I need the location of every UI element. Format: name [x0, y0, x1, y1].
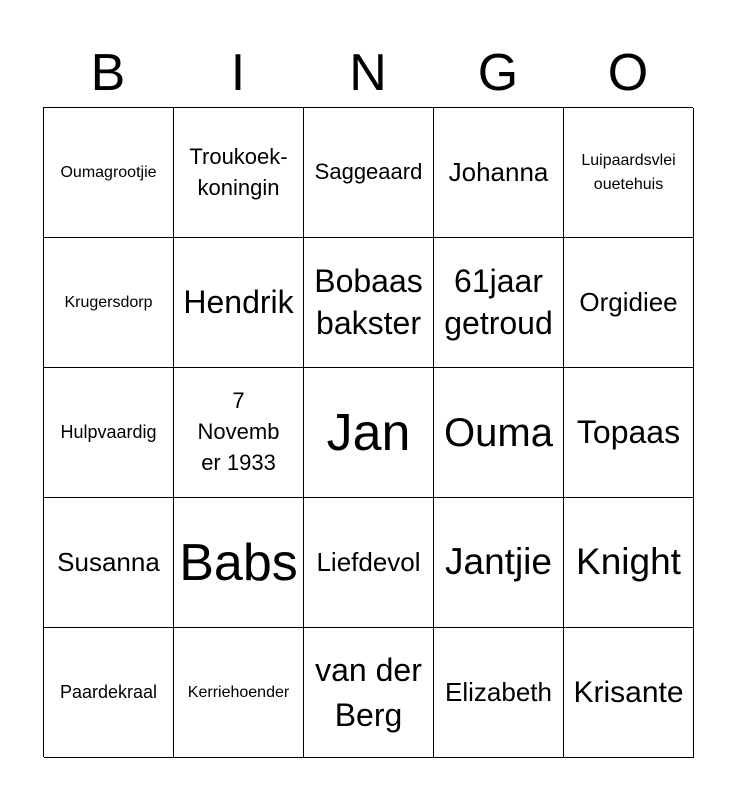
- bingo-cell[interactable]: [44, 368, 174, 498]
- cell-text: Oumagrootjie: [60, 163, 157, 181]
- bingo-cell[interactable]: [44, 628, 174, 758]
- bingo-cell[interactable]: [434, 368, 564, 498]
- bingo-cell[interactable]: [434, 238, 564, 368]
- cell-text: Susanna: [57, 547, 160, 578]
- cell-text: 7 November 1933: [197, 388, 280, 475]
- cell-text: Jan: [326, 403, 411, 462]
- bingo-cell[interactable]: [564, 238, 694, 368]
- bingo-cell[interactable]: [564, 628, 694, 758]
- cell-text: van der Berg: [315, 651, 422, 733]
- cell-text: Liefdevol: [316, 547, 421, 578]
- bingo-cell[interactable]: [174, 498, 304, 628]
- header-letter-g: G: [477, 44, 519, 102]
- cell-text: Luipaardsvlei ouetehuis: [581, 151, 676, 193]
- cell-text: 61jaar getroud: [444, 262, 553, 341]
- cell-text: Hendrik: [183, 283, 294, 320]
- cell-text: Orgidiee: [579, 287, 678, 318]
- cell-text: Hulpvaardig: [60, 422, 157, 443]
- bingo-cell[interactable]: [304, 238, 434, 368]
- cell-text: Troukoek-koningin: [189, 143, 288, 200]
- cell-text: Knight: [576, 541, 681, 583]
- header-letter-o: O: [607, 44, 649, 102]
- bingo-cell[interactable]: [564, 368, 694, 498]
- cell-text: Bobaas bakster: [314, 262, 423, 341]
- bingo-cell[interactable]: [304, 498, 434, 628]
- bingo-cell[interactable]: [304, 108, 434, 238]
- bingo-cell[interactable]: [304, 368, 434, 498]
- bingo-cell[interactable]: [434, 498, 564, 628]
- bingo-cell[interactable]: [44, 108, 174, 238]
- cell-text: Paardekraal: [59, 682, 158, 703]
- header-letter-i: I: [230, 44, 246, 102]
- cell-text: Krisante: [573, 676, 684, 709]
- bingo-card: [43, 107, 693, 757]
- bingo-cell[interactable]: [434, 628, 564, 758]
- bingo-cell[interactable]: [174, 628, 304, 758]
- bingo-cell[interactable]: [44, 498, 174, 628]
- cell-text: Saggeaard: [314, 159, 423, 185]
- header-letter-n: N: [349, 44, 387, 102]
- bingo-cell[interactable]: [434, 108, 564, 238]
- cell-text: Jantjie: [445, 541, 552, 583]
- bingo-cell[interactable]: [304, 628, 434, 758]
- cell-text: Ouma: [444, 410, 553, 455]
- bingo-cell[interactable]: [174, 368, 304, 498]
- cell-text: Elizabeth: [445, 677, 552, 708]
- bingo-cell[interactable]: [44, 238, 174, 368]
- bingo-header: [43, 40, 693, 106]
- cell-text: Topaas: [576, 413, 681, 450]
- bingo-cell[interactable]: [564, 108, 694, 238]
- cell-text: Krugersdorp: [64, 293, 153, 311]
- bingo-cell[interactable]: [564, 498, 694, 628]
- header-letter-b: B: [90, 44, 126, 102]
- cell-text: Johanna: [448, 157, 549, 188]
- cell-text: Kerriehoender: [187, 683, 290, 701]
- bingo-cell[interactable]: [174, 108, 304, 238]
- bingo-cell[interactable]: [174, 238, 304, 368]
- cell-text: Babs: [179, 533, 298, 592]
